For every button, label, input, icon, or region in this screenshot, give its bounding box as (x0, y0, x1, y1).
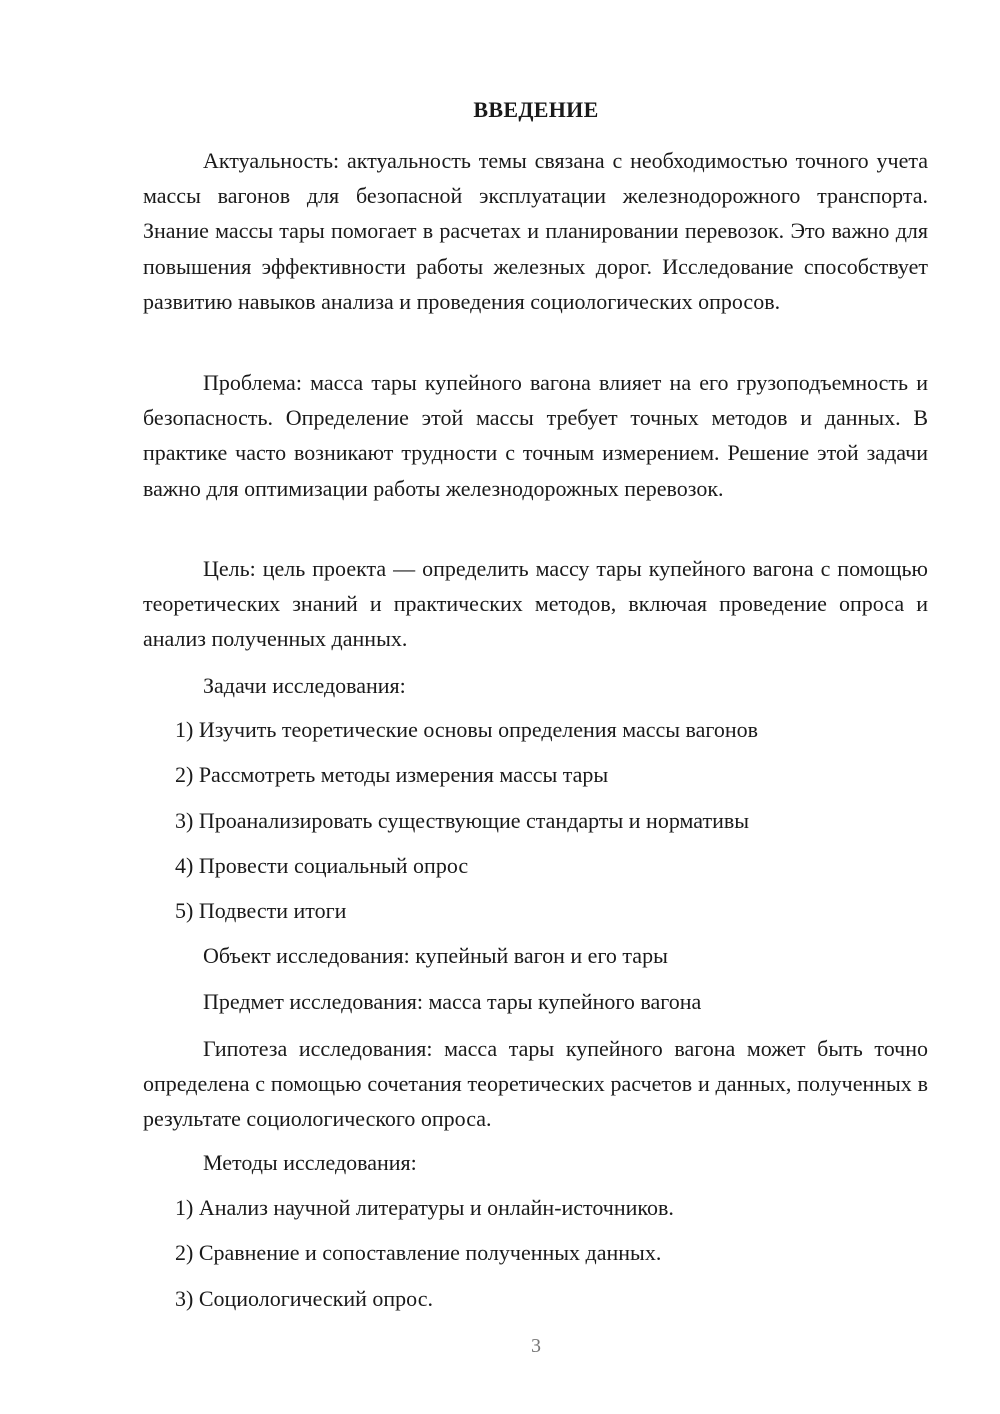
tasks-heading: Задачи исследования: (203, 673, 406, 698)
problem-paragraph: Проблема: масса тары купейного вагона влияет на его грузоподъемность и безопасность. Определение этой массы требует точных методов и данных. В практике часто возникают трудности с точным измерением. Решение этой задачи важно для оптимизации работы железнодорожных перевозок. (143, 370, 928, 501)
task-item: 5) Подвести итоги (175, 898, 347, 923)
method-item: 2) Сравнение и сопоставление полученных данных. (175, 1240, 662, 1265)
research-object: Объект исследования: купейный вагон и его тары (203, 943, 668, 968)
task-item: 1) Изучить теоретические основы определения массы вагонов (175, 717, 759, 742)
relevance-paragraph: Актуальность: актуальность темы связана с необходимостью точного учета массы вагонов для безопасной эксплуатации железнодорожного транспорта. Знание массы тары помогает в расчетах и планировании перевозок. Это важно для повышения эффективности работы железных дорог. Исследование способствует развитию навыков анализа и проведения социологических опросов. (143, 148, 928, 314)
hypothesis-paragraph: Гипотеза исследования: масса тары купейного вагона может быть точно определена с помощью сочетания теоретических расчетов и данных, полученных в результате социологического опроса. (143, 1036, 928, 1132)
methods-heading: Методы исследования: (203, 1150, 417, 1175)
page-title: ВВЕДЕНИЕ (473, 97, 599, 122)
research-subject: Предмет исследования: масса тары купейного вагона (203, 989, 702, 1014)
task-item: 3) Проанализировать существующие стандарты и нормативы (175, 808, 750, 833)
method-item: 1) Анализ научной литературы и онлайн-источников. (175, 1195, 674, 1220)
task-item: 4) Провести социальный опрос (175, 853, 469, 878)
task-item: 2) Рассмотреть методы измерения массы тары (175, 762, 609, 787)
page-number: 3 (531, 1335, 541, 1357)
goal-paragraph: Цель: цель проекта — определить массу тары купейного вагона с помощью теоретических знаний и практических методов, включая проведение опроса и анализ полученных данных. (143, 556, 928, 652)
method-item: 3) Социологический опрос. (175, 1286, 433, 1311)
